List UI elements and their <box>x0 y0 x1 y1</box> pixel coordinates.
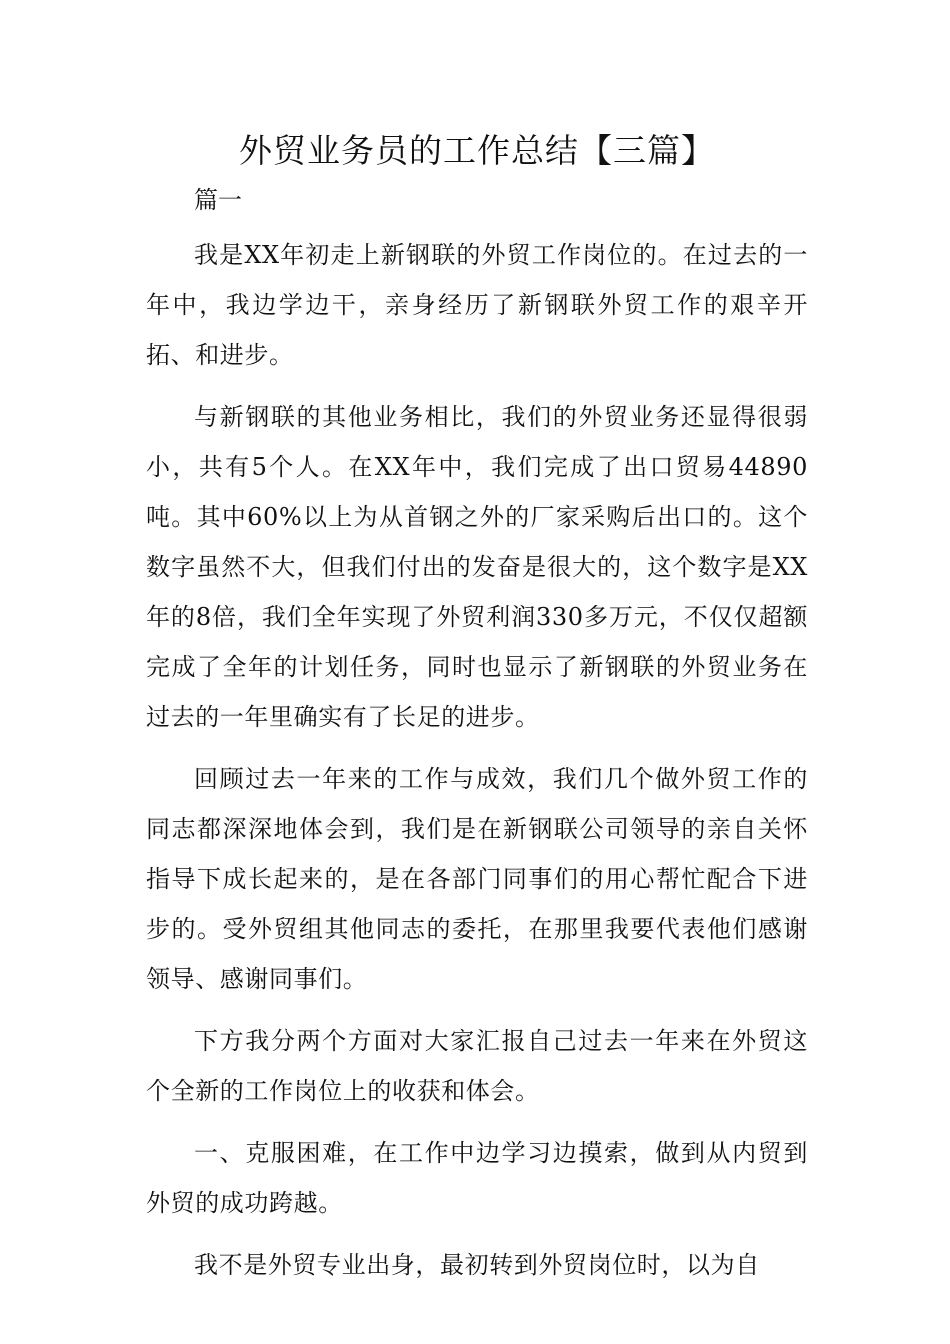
document-body <box>146 128 808 1302</box>
paragraph-overview: 下方我分两个方面对大家汇报自己过去一年来在外贸这个全新的工作岗位上的收获和体会。 <box>146 1027 808 1105</box>
paragraph-background: 我不是外贸专业出身，最初转到外贸岗位时，以为自 <box>194 1251 760 1279</box>
section-label: 篇一 <box>194 186 242 214</box>
document-title: 外贸业务员的工作总结【三篇】 <box>239 131 715 170</box>
paragraph-results: 与新钢联的其他业务相比，我们的外贸业务还显得很弱小，共有5个人。在XX年中，我们完成了出口贸易44890吨。其中60%以上为从首钢之外的厂家采购后出口的。这个数字虽然不大，但我们付出的发奋是很大的，这个数字是XX年的8倍，我们全年实现了外贸利润330多万元，不仅仅超额完成了全年的计划任务，同时也显示了新钢联的外贸业务在过去的一年里确实有了长足的进步。 <box>146 403 808 731</box>
paragraph-thanks: 回顾过去一年来的工作与成效，我们几个做外贸工作的同志都深深地体会到，我们是在新钢联公司领导的亲自关怀指导下成长起来的，是在各部门同事们的用心帮忙配合下进步的。受外贸组其他同志的委托，在那里我要代表他们感谢领导、感谢同事们。 <box>146 765 808 993</box>
paragraph-heading-one: 一、克服困难，在工作中边学习边摸索，做到从内贸到外贸的成功跨越。 <box>146 1139 808 1217</box>
paragraph-intro: 我是XX年初走上新钢联的外贸工作岗位的。在过去的一年中，我边学边干，亲身经历了新钢联外贸工作的艰辛开拓、和进步。 <box>146 241 808 369</box>
